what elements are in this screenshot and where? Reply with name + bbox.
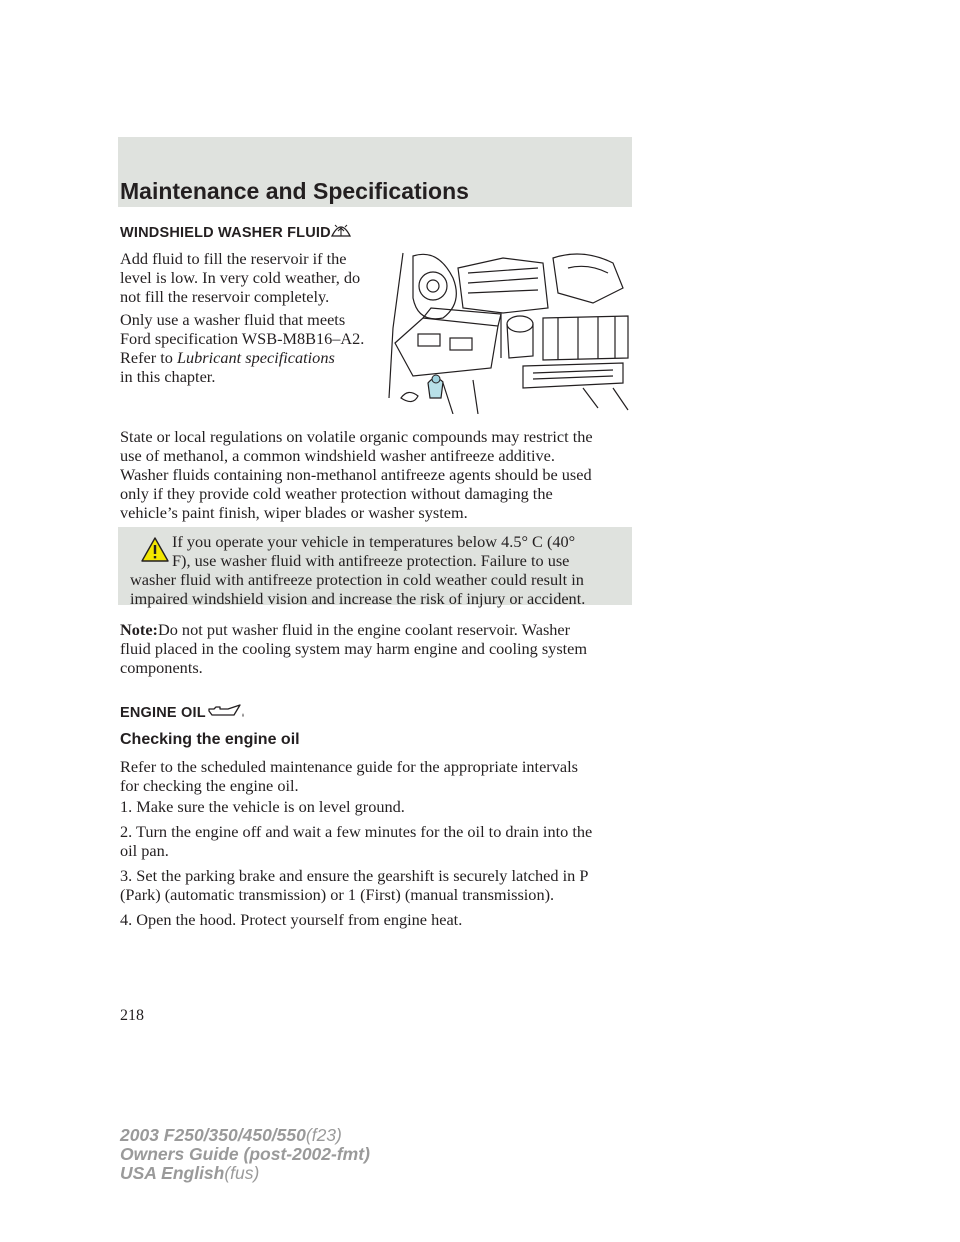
oil-step-3: 3. Set the parking brake and ensure the gearshift is securely latched in P (Park) (automatic transmission) or 1 (First) (manual transmission).: [120, 866, 589, 904]
engine-compartment-illustration: [383, 248, 633, 414]
washer-paragraph-3: State or local regulations on volatile organic compounds may restrict the use of methanol, a common windshield washer antifreeze additive. Washer fluids containing non-methanol antifreeze agents should be used only if they provide cold weather protection without damaging the vehicle’s paint finish, wiper blades or washer system.: [120, 427, 593, 522]
section-heading-washer: WINDSHIELD WASHER FLUID: [120, 225, 331, 241]
page-title: Maintenance and Specifications: [120, 178, 469, 204]
oil-can-icon: [206, 703, 246, 719]
oil-step-2: 2. Turn the engine off and wait a few minutes for the oil to drain into the oil pan.: [120, 822, 593, 860]
washer-note: Note:Do not put washer fluid in the engine coolant reservoir. Washer fluid placed in the cooling system may harm engine and cooling system components.: [120, 620, 588, 677]
oil-paragraph-1: Refer to the scheduled maintenance guide for the appropriate intervals for checking the engine oil.: [120, 757, 578, 795]
reference-lubricant-specifications: Lubricant specifications: [176, 348, 335, 367]
washer-paragraph-2: Only use a washer fluid that meets Ford specification WSB-M8B16–A2. Refer to Lubricant specifications in this chapter.: [120, 310, 365, 386]
section-heading-engine-oil: ENGINE OIL: [120, 705, 206, 721]
oil-step-1: 1. Make sure the vehicle is on level ground.: [120, 797, 405, 816]
document-footer: 2003 F250/350/450/550(f23) Owners Guide (post-2002-fmt) USA English(fus): [120, 1125, 370, 1183]
warning-box: [118, 527, 632, 608]
oil-step-4: 4. Open the hood. Protect yourself from engine heat.: [120, 910, 463, 929]
washer-paragraph-1: Add fluid to fill the reservoir if the level is low. In very cold weather, do not fill the reservoir completely.: [120, 249, 361, 306]
warning-text: If you operate your vehicle in temperatures below 4.5° C (40° F), use washer fluid with antifreeze protection. Failure to use washer fluid with antifreeze protection in cold weather could result in impaired windshield vision and increase the risk of injury or accident.: [130, 532, 586, 608]
note-label: Note:: [120, 620, 158, 639]
subheading-checking-oil: Checking the engine oil: [120, 731, 300, 748]
washer-fluid-icon: [330, 221, 352, 239]
page-number: 218: [120, 1007, 144, 1024]
